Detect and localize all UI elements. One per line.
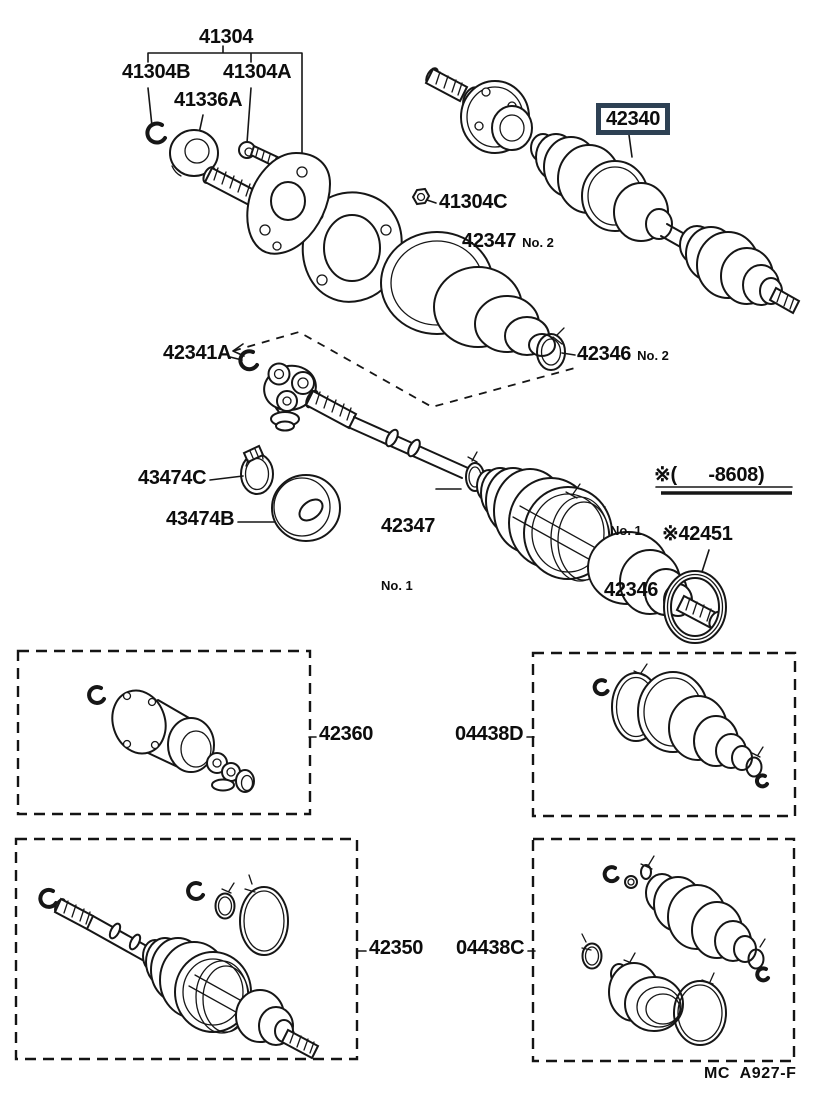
part-label-42347-no1[interactable]: [381, 476, 435, 612]
part-label-42340-highlighted[interactable]: [596, 103, 670, 135]
part-label-43474C[interactable]: 43474C: [138, 467, 207, 489]
part-number: 42347: [381, 515, 436, 537]
applicability-note: ※( -8608): [654, 464, 765, 486]
kit-42360-parts: [89, 684, 254, 792]
snap-ring-42341A: [240, 351, 257, 369]
part-label-41304[interactable]: 41304: [199, 26, 254, 48]
kit-04438D-parts: [595, 664, 767, 786]
part-label-42360[interactable]: 42360: [319, 723, 374, 745]
part-label-04438C[interactable]: 04438C: [456, 937, 525, 959]
part-label-41304A[interactable]: 41304A: [223, 61, 292, 83]
part-number: 42346: [577, 343, 632, 365]
part-label-42346-no2[interactable]: [577, 344, 669, 364]
part-number-suffix: No. 1: [610, 523, 642, 538]
part-number-suffix: No. 2: [637, 348, 669, 363]
damper-parts: [241, 446, 340, 541]
kit-42350-parts: [40, 875, 318, 1058]
part-label-41304B[interactable]: 41304B: [122, 61, 191, 83]
part-number: 42347: [462, 230, 517, 252]
part-label-04438D[interactable]: 04438D: [455, 723, 524, 745]
part-number-suffix: No. 1: [381, 578, 413, 593]
part-label-43474B[interactable]: 43474B: [166, 508, 235, 530]
part-label-41336A[interactable]: 41336A: [174, 89, 243, 111]
part-label-42346-no1[interactable]: [604, 481, 658, 620]
shaft-splined-end: [306, 391, 356, 428]
part-number-suffix: No. 2: [522, 235, 554, 250]
figure-code: MC A927-F: [704, 1065, 797, 1082]
part-number: 42346: [604, 579, 659, 601]
part-label-42350[interactable]: 42350: [369, 937, 424, 959]
nut-41304C: [413, 189, 429, 204]
kit-04438C-parts: [582, 856, 768, 1045]
part-label-42340-text: 42340: [605, 107, 661, 130]
part-label-42347-no2[interactable]: [462, 231, 554, 251]
part-label-42451[interactable]: ※42451: [662, 523, 733, 545]
snap-ring-41304B: [147, 124, 165, 143]
part-label-41304C[interactable]: 41304C: [439, 191, 508, 213]
part-label-42341A[interactable]: 42341A: [163, 342, 232, 364]
